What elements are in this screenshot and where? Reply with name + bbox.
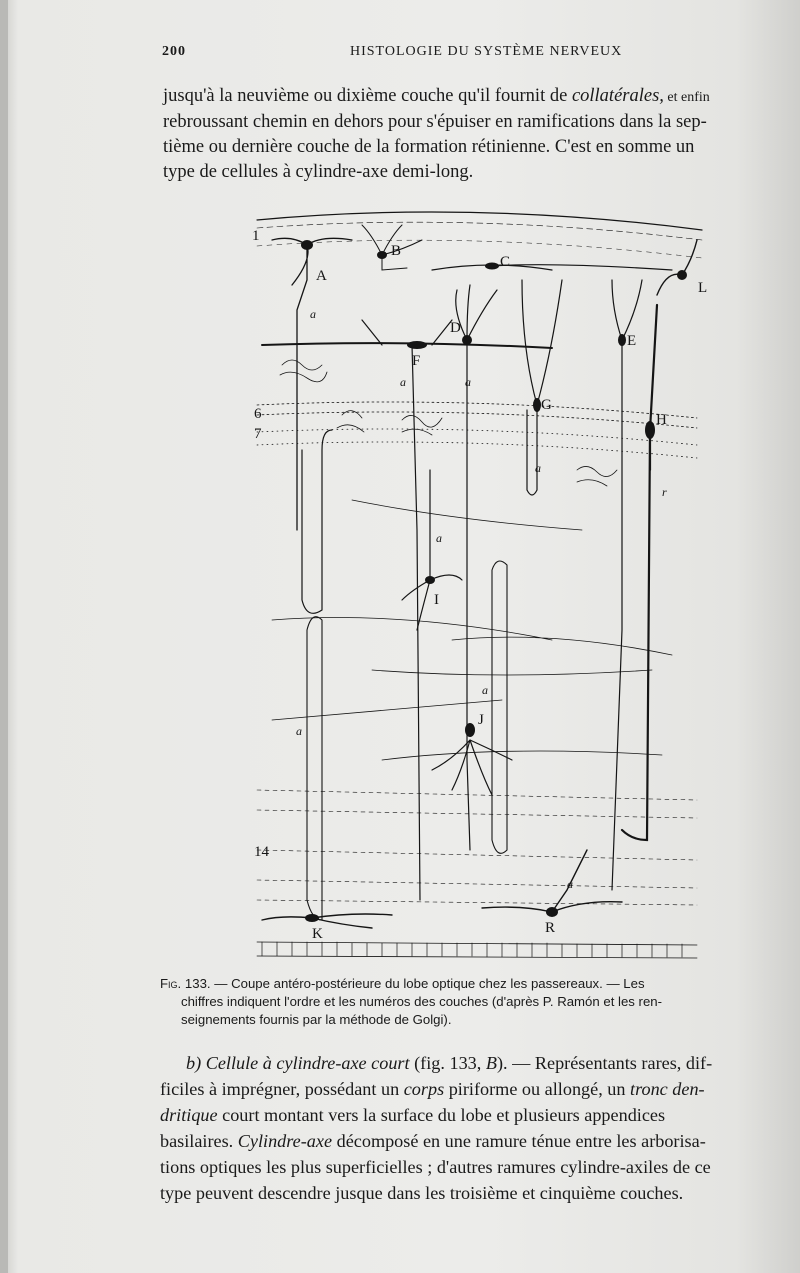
- text-line: [160, 1128, 780, 1154]
- optic-arborization: [577, 466, 617, 486]
- page-gutter: [0, 0, 8, 1273]
- italic-term: Cylindre-axe: [237, 1131, 333, 1151]
- italic-term: corps: [403, 1079, 445, 1099]
- cell-g-processes: [522, 280, 562, 495]
- text-line: rebroussant chemin en dehors pour s'épuiser en ramifications dans la sep-: [163, 112, 707, 132]
- u-shaped-process: [302, 430, 332, 613]
- text-span: (fig. 133,: [409, 1053, 486, 1073]
- layer-label: 7: [254, 426, 262, 442]
- cell-h-processes: [622, 305, 657, 840]
- figure-133-illustration: [252, 200, 708, 965]
- text-span: court montant vers la surface du lobe et plusieurs appendices: [217, 1105, 666, 1125]
- svg-text:a: a: [296, 724, 302, 738]
- optic-arborization: [280, 360, 327, 382]
- italic-term: tronc den-: [630, 1079, 705, 1099]
- text-span: ficiles à imprégner, possédant un: [160, 1079, 404, 1099]
- figure-ref-letter: B: [485, 1053, 497, 1073]
- layer-6-band: [257, 402, 697, 418]
- cell-c-soma: [485, 263, 499, 270]
- optic-arborization: [402, 415, 442, 435]
- svg-text:a: a: [482, 683, 488, 697]
- text-span: piriforme ou allongé, un: [444, 1079, 631, 1099]
- layer-7-band: [257, 442, 697, 458]
- text-line: [160, 1076, 780, 1102]
- cell-e-soma: [618, 334, 626, 346]
- cell-k-ascending-process: [307, 617, 322, 920]
- cell-i-processes: [402, 470, 462, 630]
- cell-b-soma: [377, 251, 387, 259]
- layer-label: 14: [254, 844, 269, 860]
- figure-number: 133.: [184, 976, 211, 991]
- cell-l-soma: [677, 270, 687, 280]
- text-span: jusqu'à la neuvième ou dixième couche qu'il fournit de: [163, 86, 572, 106]
- cell-label: K: [312, 926, 323, 942]
- cell-h-soma: [645, 421, 655, 439]
- figure-caption: [160, 975, 768, 1029]
- cell-k-soma: [305, 914, 319, 922]
- svg-text:a: a: [400, 375, 406, 389]
- svg-text:a: a: [567, 877, 573, 891]
- axon-marks: [296, 307, 667, 891]
- svg-text:a: a: [465, 375, 471, 389]
- layer-14-line: [257, 850, 697, 860]
- cell-f-horizontal-axon: [262, 343, 552, 348]
- intro-paragraph: [163, 84, 763, 185]
- cell-label: L: [698, 280, 708, 296]
- cell-label: E: [627, 333, 637, 349]
- cell-label: C: [500, 254, 511, 270]
- section-title: Cellule à cylindre-axe court: [205, 1053, 410, 1073]
- svg-text:r: r: [662, 485, 667, 499]
- cell-k-dendrites: [262, 914, 392, 928]
- section-marker: b): [186, 1053, 202, 1073]
- cell-c-processes: [432, 265, 672, 270]
- text-span: basilaires.: [160, 1131, 238, 1151]
- svg-text:a: a: [436, 531, 442, 545]
- ependymal-layer: [257, 942, 697, 958]
- cell-a-processes: [272, 238, 352, 530]
- lobe-surface: [257, 212, 702, 230]
- cell-label: G: [541, 397, 552, 413]
- svg-text:a: a: [310, 307, 316, 321]
- layer-6-band: [257, 412, 697, 428]
- cell-label: B: [391, 243, 402, 259]
- text-line: [160, 1102, 780, 1128]
- cell-g-soma: [533, 398, 541, 412]
- cell-label: R: [545, 920, 556, 936]
- deep-layer-line: [257, 900, 697, 905]
- deep-layer-line: [257, 810, 697, 818]
- text-span: et enfin: [663, 90, 710, 105]
- cell-label: F: [412, 353, 421, 369]
- text-line: type peuvent descendre jusque dans les troisième et cinquième couches.: [160, 1183, 684, 1203]
- text-line: type de cellules à cylindre-axe demi-long.: [163, 162, 474, 182]
- cell-l-processes: [657, 240, 697, 295]
- cell-j-dendrites: [432, 740, 512, 795]
- cell-j-soma: [465, 723, 475, 737]
- deep-layer-line: [257, 880, 697, 888]
- cell-r-processes: [482, 850, 622, 912]
- text-line: tions optiques les plus superficielles ; d'autres ramures cylindre-axiles de ce: [160, 1157, 711, 1177]
- italic-term: collatérales,: [571, 86, 664, 106]
- text-span: décomposé en une ramure ténue entre les arborisa-: [332, 1131, 706, 1151]
- layer-2-line: [257, 240, 702, 258]
- italic-term: dritique: [160, 1105, 218, 1125]
- cell-d-soma: [462, 335, 472, 345]
- cell-label: J: [478, 712, 484, 728]
- deep-layer-line: [257, 790, 697, 800]
- cell-i-soma: [425, 576, 435, 584]
- cell-label: H: [656, 412, 667, 428]
- cell-label: D: [450, 320, 461, 336]
- figure-label: Fig.: [160, 976, 182, 991]
- neuron-drawing: [257, 212, 702, 958]
- cell-label: A: [316, 268, 327, 284]
- cell-j-ascending-process: [492, 561, 507, 853]
- cell-f-processes: [362, 320, 452, 900]
- running-title: HISTOLOGIE DU SYSTÈME NERVEUX: [350, 44, 623, 59]
- cell-label: I: [434, 592, 439, 608]
- optic-arborization: [337, 411, 364, 432]
- cell-r-soma: [546, 907, 558, 917]
- cell-a-soma: [301, 240, 313, 250]
- text-line: [163, 84, 763, 110]
- section-b-paragraph: [160, 1050, 780, 1206]
- figure-labels: [252, 228, 707, 942]
- caption-text: — Coupe antéro-postérieure du lobe optique chez les passereaux. — Les: [210, 976, 645, 991]
- caption-line: seignements fournis par la méthode de Golgi).: [181, 1012, 452, 1027]
- page-number: 200: [162, 44, 186, 59]
- caption-line: [160, 975, 768, 993]
- caption-line: chiffres indiquent l'ordre et les numéros des couches (d'après P. Ramón et les ren-: [181, 994, 663, 1009]
- text-line: tième ou dernière couche de la formation rétinienne. C'est en somme un: [163, 137, 695, 157]
- text-line: [160, 1050, 780, 1076]
- layer-label: 1: [252, 228, 260, 244]
- layer-label: 6: [254, 406, 262, 422]
- svg-text:a: a: [535, 461, 541, 475]
- cell-f-soma: [407, 341, 427, 349]
- text-span: ). — Représentants rares, dif-: [496, 1053, 713, 1073]
- layer-1-line: [257, 222, 702, 240]
- plexus-fibers: [272, 500, 672, 760]
